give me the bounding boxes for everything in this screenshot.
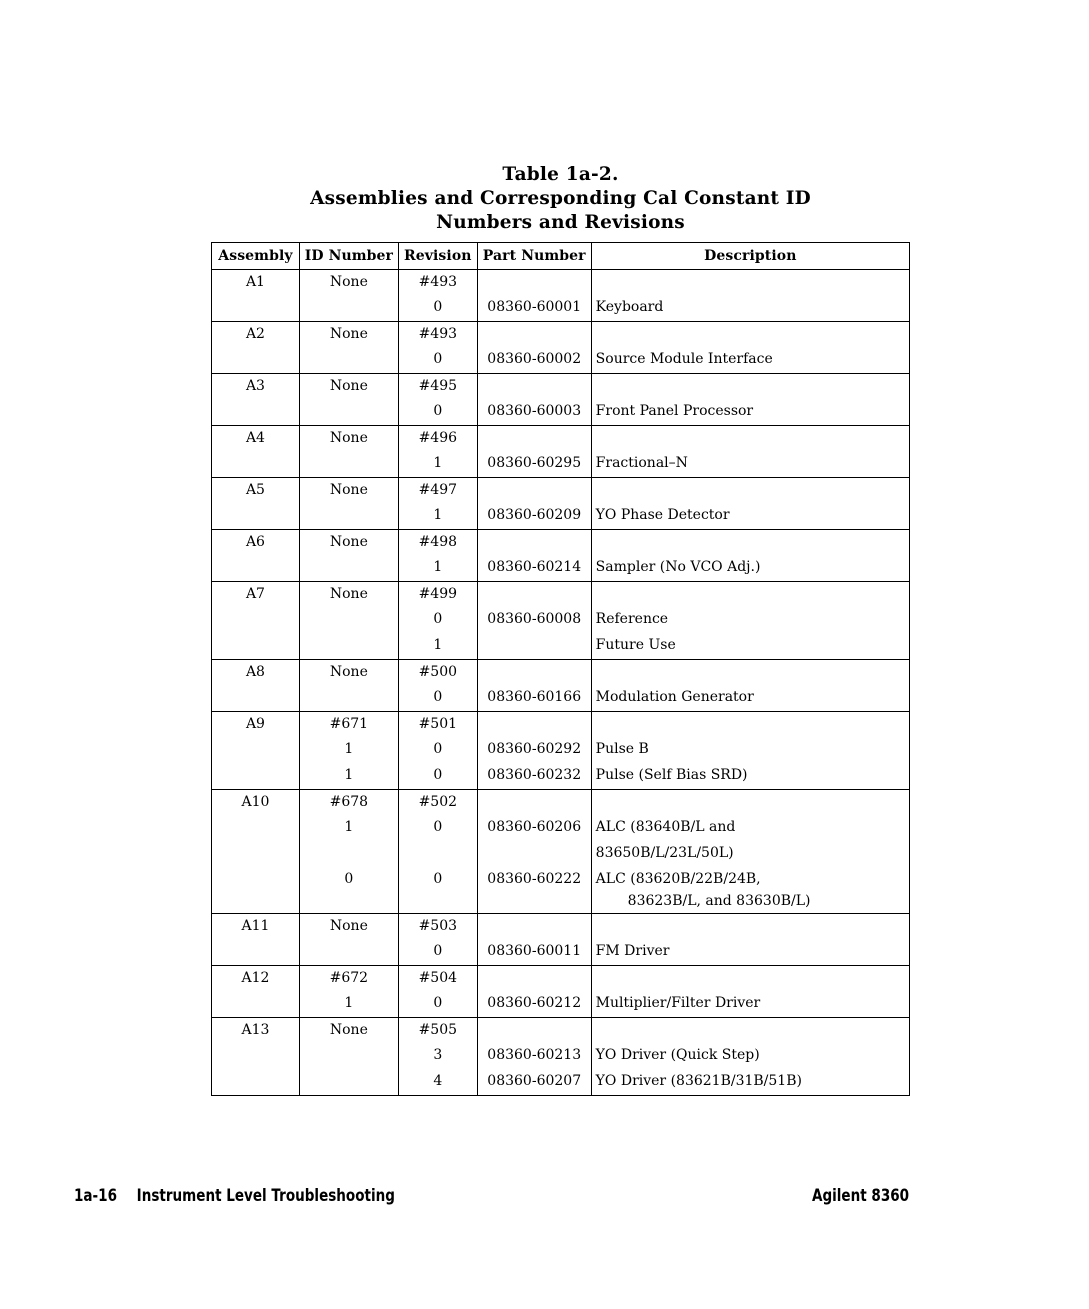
id-number-value: #678 xyxy=(329,794,369,810)
description-cell xyxy=(591,426,909,478)
assembly-group xyxy=(212,582,910,660)
table-row xyxy=(212,322,910,374)
table-title xyxy=(0,163,1089,235)
revision-cell xyxy=(398,530,477,582)
assembly-group xyxy=(212,1018,910,1096)
id-number-value: None xyxy=(329,586,368,602)
id-number-value: 1 xyxy=(344,767,354,783)
revision-cell xyxy=(398,582,477,660)
assembly-cell xyxy=(212,478,300,530)
id-number-value xyxy=(300,555,398,581)
part-number-value: 08360-60295 xyxy=(487,455,582,471)
revision-cell xyxy=(398,374,477,426)
assembly-cell xyxy=(212,582,300,660)
assembly-cell xyxy=(212,374,300,426)
revision-value: 1 xyxy=(433,637,443,653)
assembly-cell xyxy=(212,914,300,966)
description-cell xyxy=(591,712,909,790)
assembly-group xyxy=(212,270,910,322)
part-number-cell xyxy=(477,322,591,374)
id-number-cell xyxy=(299,322,398,374)
id-number-cell xyxy=(299,426,398,478)
description-value: Sampler (No VCO Adj.) xyxy=(595,559,761,575)
assemblies-table xyxy=(211,242,910,1096)
assembly-label: A2 xyxy=(245,326,265,342)
part-number-value: 08360-60206 xyxy=(487,819,582,835)
id-number-value: None xyxy=(329,918,368,934)
id-number-value: None xyxy=(329,482,368,498)
part-number-value: 08360-60212 xyxy=(487,995,582,1011)
id-number-cell xyxy=(299,966,398,1018)
assembly-label: A5 xyxy=(245,482,265,498)
part-number-value xyxy=(478,322,591,347)
assembly-cell xyxy=(212,530,300,582)
description-value xyxy=(596,426,909,451)
revision-value: #504 xyxy=(418,970,458,986)
part-number-cell xyxy=(477,790,591,914)
part-number-value xyxy=(478,841,591,867)
description-value: Pulse (Self Bias SRD) xyxy=(595,767,748,783)
revision-value: 3 xyxy=(433,1047,443,1063)
assembly-label: A4 xyxy=(245,430,265,446)
table-row xyxy=(212,426,910,478)
table-row xyxy=(212,712,910,790)
id-number-cell xyxy=(299,270,398,322)
id-number-value xyxy=(300,1069,398,1095)
id-number-value: #671 xyxy=(329,716,369,732)
assembly-group xyxy=(212,914,910,966)
part-number-cell xyxy=(477,374,591,426)
revision-cell xyxy=(398,426,477,478)
id-number-cell xyxy=(299,582,398,660)
part-number-value: 08360-60222 xyxy=(487,871,582,887)
id-number-value: None xyxy=(329,378,368,394)
id-number-value xyxy=(300,841,398,867)
id-number-value: None xyxy=(329,534,368,550)
description-cell xyxy=(591,1018,909,1096)
description-cell xyxy=(591,270,909,322)
spacer xyxy=(478,893,591,913)
description-value xyxy=(596,478,909,503)
part-number-value: 08360-60011 xyxy=(487,943,582,959)
revision-value: 0 xyxy=(433,611,443,627)
revision-value: #497 xyxy=(418,482,458,498)
revision-value: 1 xyxy=(433,507,443,523)
revision-value: 1 xyxy=(433,559,443,575)
description-cell xyxy=(591,790,909,914)
description-value: 83650B/L/23L/50L) xyxy=(595,845,734,861)
revision-value: #498 xyxy=(418,534,458,550)
description-value xyxy=(596,712,909,737)
header-assembly: Assembly xyxy=(212,243,300,270)
revision-cell xyxy=(398,270,477,322)
part-number-value xyxy=(478,633,591,659)
revision-value: 0 xyxy=(433,351,443,367)
assembly-group xyxy=(212,322,910,374)
revision-value: #502 xyxy=(418,794,458,810)
id-number-cell xyxy=(299,790,398,914)
id-number-value xyxy=(300,347,398,373)
description-value: Fractional–N xyxy=(595,455,688,471)
description-continuation xyxy=(596,893,909,913)
table-row xyxy=(212,582,910,660)
revision-value: 0 xyxy=(433,819,443,835)
revision-value: #499 xyxy=(418,586,458,602)
id-number-value xyxy=(300,451,398,477)
id-number-value: None xyxy=(329,274,368,290)
description-value: Front Panel Processor xyxy=(595,403,754,419)
part-number-value: 08360-60001 xyxy=(487,299,582,315)
table-row xyxy=(212,1018,910,1096)
id-number-value xyxy=(300,1043,398,1069)
assembly-label: A13 xyxy=(241,1022,270,1038)
assembly-cell xyxy=(212,660,300,712)
assembly-cell xyxy=(212,966,300,1018)
id-number-value xyxy=(300,295,398,321)
id-number-value xyxy=(300,633,398,659)
table-row xyxy=(212,966,910,1018)
part-number-value xyxy=(478,1018,591,1043)
table-row xyxy=(212,660,910,712)
description-value: Source Module Interface xyxy=(595,351,773,367)
revision-cell xyxy=(398,660,477,712)
description-value xyxy=(596,966,909,991)
part-number-cell xyxy=(477,426,591,478)
assembly-group xyxy=(212,712,910,790)
description-value: YO Driver (Quick Step) xyxy=(595,1047,760,1063)
assembly-label: A9 xyxy=(245,716,265,732)
revision-value: #493 xyxy=(418,274,458,290)
table-title-line-2: Assemblies and Corresponding Cal Constant ID xyxy=(310,188,811,209)
id-number-cell xyxy=(299,530,398,582)
part-number-value xyxy=(478,426,591,451)
description-value xyxy=(596,582,909,607)
assembly-label: A8 xyxy=(245,664,265,680)
assembly-group xyxy=(212,426,910,478)
description-value xyxy=(596,374,909,399)
revision-cell xyxy=(398,1018,477,1096)
table-row xyxy=(212,374,910,426)
revision-value: #500 xyxy=(418,664,458,680)
revision-cell xyxy=(398,322,477,374)
description-value xyxy=(596,660,909,685)
assembly-cell xyxy=(212,270,300,322)
description-value xyxy=(596,530,909,555)
description-cell xyxy=(591,966,909,1018)
id-number-value: 0 xyxy=(344,871,354,887)
section-title: Instrument Level Troubleshooting xyxy=(136,1186,395,1205)
description-value: Multiplier/Filter Driver xyxy=(595,995,761,1011)
id-number-value xyxy=(300,607,398,633)
revision-value: #503 xyxy=(418,918,458,934)
description-cell xyxy=(591,582,909,660)
id-number-cell xyxy=(299,1018,398,1096)
description-value: Modulation Generator xyxy=(595,689,754,705)
id-number-value: 1 xyxy=(344,819,354,835)
description-value xyxy=(596,790,909,815)
id-number-value: None xyxy=(329,326,368,342)
part-number-cell xyxy=(477,478,591,530)
table-row xyxy=(212,478,910,530)
assembly-label: A1 xyxy=(245,274,265,290)
part-number-cell xyxy=(477,1018,591,1096)
description-continuation-text: 83623B/L, and 83630B/L) xyxy=(627,893,811,909)
table-row xyxy=(212,790,910,914)
description-value xyxy=(596,270,909,295)
header-description: Description xyxy=(591,243,909,270)
assembly-cell xyxy=(212,322,300,374)
revision-cell xyxy=(398,712,477,790)
header-id-number: ID Number xyxy=(299,243,398,270)
part-number-cell xyxy=(477,966,591,1018)
id-number-cell xyxy=(299,712,398,790)
part-number-value: 08360-60207 xyxy=(487,1073,582,1089)
part-number-value xyxy=(478,790,591,815)
description-value: YO Phase Detector xyxy=(595,507,730,523)
revision-value: 0 xyxy=(433,767,443,783)
description-cell xyxy=(591,478,909,530)
page-footer-left xyxy=(74,1186,395,1205)
table-row xyxy=(212,914,910,966)
part-number-cell xyxy=(477,712,591,790)
description-cell xyxy=(591,322,909,374)
id-number-value xyxy=(300,399,398,425)
assembly-cell xyxy=(212,790,300,914)
revision-value: #505 xyxy=(418,1022,458,1038)
assembly-label: A11 xyxy=(241,918,270,934)
assembly-group xyxy=(212,478,910,530)
description-cell xyxy=(591,660,909,712)
revision-value: 1 xyxy=(433,455,443,471)
id-number-cell xyxy=(299,374,398,426)
part-number-value: 08360-60213 xyxy=(487,1047,582,1063)
assembly-label: A3 xyxy=(245,378,265,394)
assembly-group xyxy=(212,374,910,426)
page-footer-right xyxy=(812,1186,909,1205)
revision-cell xyxy=(398,966,477,1018)
id-number-value: 1 xyxy=(344,995,354,1011)
description-value: FM Driver xyxy=(595,943,670,959)
revision-value: 0 xyxy=(433,871,443,887)
header-revision: Revision xyxy=(398,243,477,270)
revision-cell xyxy=(398,478,477,530)
part-number-value xyxy=(478,660,591,685)
description-value: Pulse B xyxy=(595,741,649,757)
id-number-cell xyxy=(299,660,398,712)
assembly-group xyxy=(212,660,910,712)
spacer xyxy=(399,893,477,913)
part-number-value: 08360-60232 xyxy=(487,767,582,783)
part-number-value xyxy=(478,914,591,939)
revision-value: 0 xyxy=(433,689,443,705)
page-number: 1a-16 xyxy=(74,1186,117,1205)
part-number-value xyxy=(478,374,591,399)
id-number-cell xyxy=(299,478,398,530)
description-value xyxy=(596,914,909,939)
id-number-value: None xyxy=(329,1022,368,1038)
part-number-value xyxy=(478,478,591,503)
part-number-cell xyxy=(477,914,591,966)
revision-value: 0 xyxy=(433,403,443,419)
description-value: ALC (83620B/22B/24B, xyxy=(595,871,761,887)
revision-value: 0 xyxy=(433,943,443,959)
assembly-label: A7 xyxy=(245,586,265,602)
part-number-cell xyxy=(477,530,591,582)
part-number-value: 08360-60008 xyxy=(487,611,582,627)
table-row xyxy=(212,530,910,582)
id-number-value xyxy=(300,939,398,965)
assembly-cell xyxy=(212,426,300,478)
revision-value: #493 xyxy=(418,326,458,342)
table-title-line-3: Numbers and Revisions xyxy=(436,212,685,233)
description-value: Reference xyxy=(595,611,669,627)
revision-value: 0 xyxy=(433,995,443,1011)
revision-value: 4 xyxy=(433,1073,443,1089)
id-number-value: None xyxy=(329,664,368,680)
part-number-cell xyxy=(477,270,591,322)
revision-value: 0 xyxy=(433,741,443,757)
part-number-value xyxy=(478,582,591,607)
product-name: Agilent 8360 xyxy=(812,1186,910,1205)
revision-value: #495 xyxy=(418,378,458,394)
part-number-value xyxy=(478,270,591,295)
part-number-cell xyxy=(477,660,591,712)
part-number-value: 08360-60002 xyxy=(487,351,582,367)
description-cell xyxy=(591,530,909,582)
part-number-value: 08360-60166 xyxy=(487,689,582,705)
revision-value: #501 xyxy=(418,716,458,732)
part-number-value xyxy=(478,530,591,555)
table-title-number: Table 1a-2. xyxy=(502,164,619,185)
revision-cell xyxy=(398,790,477,914)
assembly-cell xyxy=(212,712,300,790)
part-number-value: 08360-60209 xyxy=(487,507,582,523)
assembly-label: A10 xyxy=(241,794,270,810)
id-number-value: None xyxy=(329,430,368,446)
id-number-value: 1 xyxy=(344,741,354,757)
description-cell xyxy=(591,374,909,426)
id-number-cell xyxy=(299,914,398,966)
description-value xyxy=(596,1018,909,1043)
header-part-number: Part Number xyxy=(477,243,591,270)
table-row xyxy=(212,270,910,322)
part-number-value xyxy=(478,712,591,737)
description-value: Future Use xyxy=(595,637,676,653)
id-number-value: #672 xyxy=(329,970,369,986)
description-value: ALC (83640B/L and xyxy=(595,819,736,835)
description-value: Keyboard xyxy=(595,299,664,315)
part-number-value: 08360-60003 xyxy=(487,403,582,419)
assembly-label: A12 xyxy=(241,970,270,986)
part-number-value xyxy=(478,966,591,991)
assembly-group xyxy=(212,966,910,1018)
assembly-group xyxy=(212,530,910,582)
id-number-value xyxy=(300,685,398,711)
assembly-cell xyxy=(212,1018,300,1096)
revision-value xyxy=(399,841,477,867)
table-header-row xyxy=(212,243,910,270)
assembly-group xyxy=(212,790,910,914)
part-number-value: 08360-60214 xyxy=(487,559,582,575)
assembly-label: A6 xyxy=(245,534,265,550)
part-number-value: 08360-60292 xyxy=(487,741,582,757)
revision-value: #496 xyxy=(418,430,458,446)
revision-cell xyxy=(398,914,477,966)
description-value: YO Driver (83621B/31B/51B) xyxy=(595,1073,802,1089)
part-number-cell xyxy=(477,582,591,660)
id-number-value xyxy=(300,503,398,529)
description-value xyxy=(596,322,909,347)
spacer xyxy=(300,893,398,913)
revision-value: 0 xyxy=(433,299,443,315)
description-cell xyxy=(591,914,909,966)
